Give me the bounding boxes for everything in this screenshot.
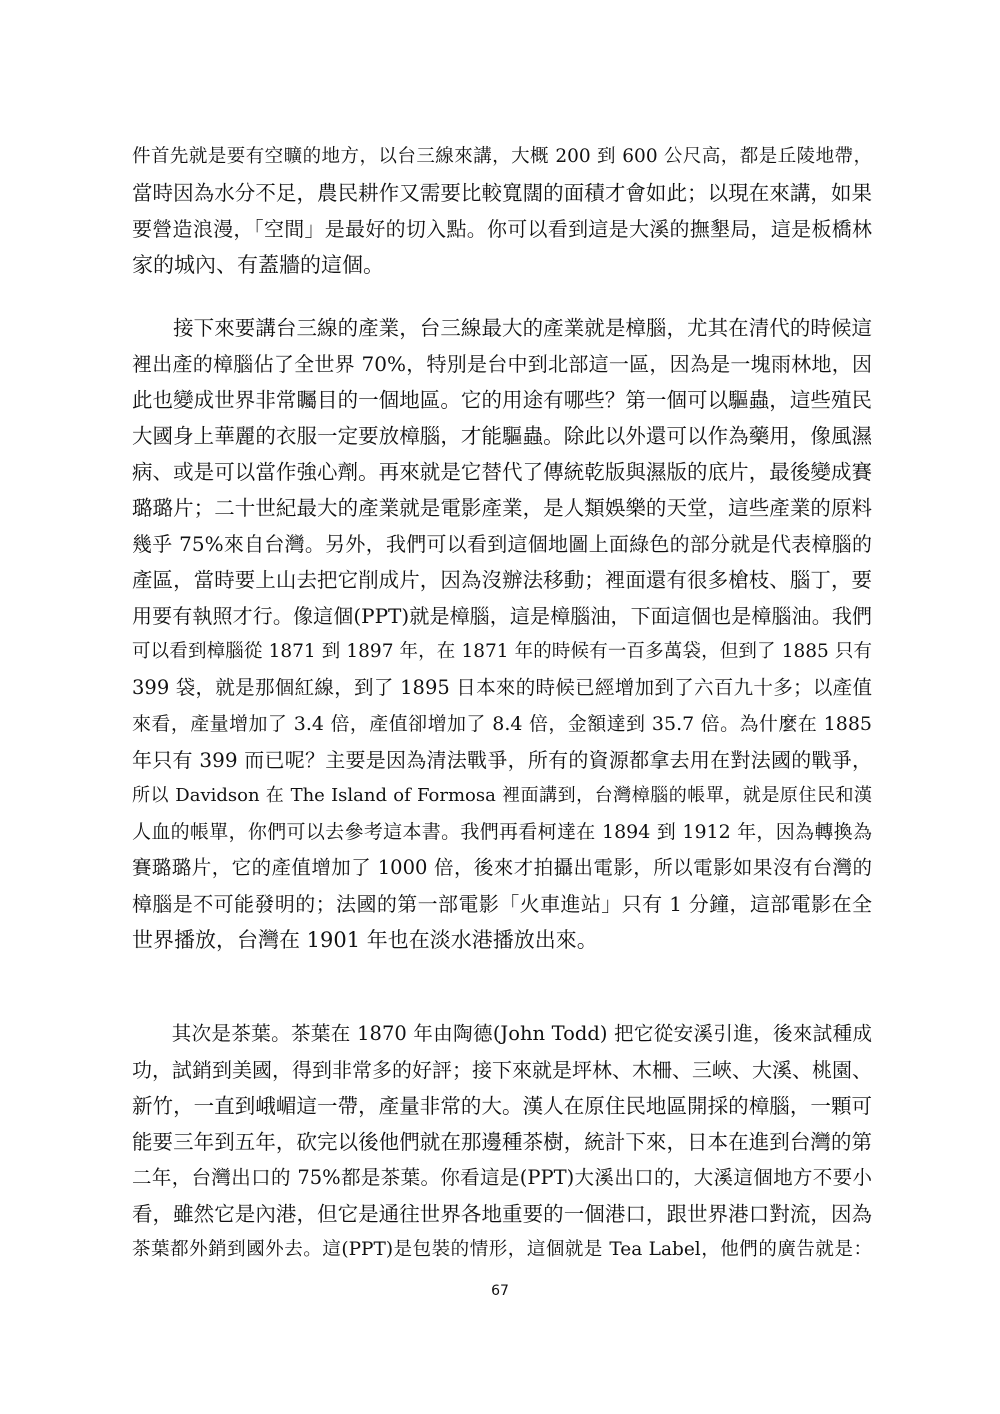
text-line: 用要有執照才行。像這個(PPT)就是樟腦，這是樟腦油，下面這個也是樟腦油。我們: [132, 604, 872, 628]
text-line: 功，試銷到美國，得到非常多的好評；接下來就是坪林、木柵、三峽、大溪、桃園、: [132, 1058, 872, 1082]
text-line: 產區，當時要上山去把它削成片，因為沒辦法移動；裡面還有很多槍枝、腦丁，要: [132, 568, 872, 592]
text-line: 399 袋，就是那個紅線，到了 1895 日本來的時候已經增加到了六百九十多；以產值: [132, 676, 872, 699]
text-line: 所以 Davidson 在 The Island of Formosa 裡面講到，台灣樟腦的帳單，就是原住民和漢: [132, 785, 872, 806]
text-line: 來看，產量增加了 3.4 倍，產值卻增加了 8.4 倍，金額達到 35.7 倍。為什麼在 1885: [132, 713, 872, 735]
paragraph-camphor-industry: [132, 310, 872, 958]
text-line: 新竹，一直到峨嵋這一帶，產量非常的大。漢人在原住民地區開採的樟腦，一顆可: [132, 1094, 872, 1118]
text-line: 病、或是可以當作強心劑。再來就是它替代了傳統乾版與濕版的底片，最後變成賽: [132, 460, 872, 484]
text-line: 幾乎 75%來自台灣。另外，我們可以看到這個地圖上面綠色的部分就是代表樟腦的: [132, 532, 872, 556]
text-line: 接下來要講台三線的產業，台三線最大的產業就是樟腦，尤其在清代的時候這: [132, 316, 872, 340]
paragraph-tea-industry: [132, 1016, 872, 1268]
text-line: 璐璐片；二十世紀最大的產業就是電影產業，是人類娛樂的天堂，這些產業的原料: [132, 496, 872, 520]
text-line: 年只有 399 而已呢？主要是因為清法戰爭，所有的資源都拿去用在對法國的戰爭，: [132, 748, 872, 772]
text-line: 要營造浪漫，「空間」是最好的切入點。你可以看到這是大溪的撫墾局，這是板橋林: [132, 217, 872, 241]
text-line: 當時因為水分不足，農民耕作又需要比較寬闊的面積才會如此；以現在來講，如果: [132, 181, 872, 205]
paragraph-site-conditions: [132, 139, 872, 283]
text-line: 其次是茶葉。茶葉在 1870 年由陶德(John Todd) 把它從安溪引進，後來試種成: [132, 1022, 872, 1045]
text-line: 件首先就是要有空曠的地方，以台三線來講，大概 200 到 600 公尺高，都是丘陵地帶，: [132, 146, 872, 167]
text-line: 茶葉都外銷到國外去。這(PPT)是包裝的情形，這個就是 Tea Label，他們的廣告就是：: [132, 1239, 872, 1260]
text-line: 能要三年到五年，砍完以後他們就在那邊種茶樹，統計下來，日本在進到台灣的第: [132, 1130, 872, 1154]
text-line: 大國身上華麗的衣服一定要放樟腦，才能驅蟲。除此以外還可以作為藥用，像風濕: [132, 424, 872, 448]
text-line: 裡出產的樟腦佔了全世界 70%，特別是台中到北部這一區，因為是一塊雨林地，因: [132, 352, 872, 376]
text-line: 世界播放，台灣在 1901 年也在淡水港播放出來。: [132, 928, 598, 952]
text-line: 家的城內、有蓋牆的這個。: [132, 253, 384, 277]
text-line: 可以看到樟腦從 1871 到 1897 年，在 1871 年的時候有一百多萬袋，但到了 1885 只有: [132, 641, 872, 662]
text-line: 樟腦是不可能發明的；法國的第一部電影「火車進站」只有 1 分鐘，這部電影在全: [132, 892, 872, 916]
text-line: 看，雖然它是內港，但它是通往世界各地重要的一個港口，跟世界港口對流，因為: [132, 1202, 872, 1226]
text-line: 二年，台灣出口的 75%都是茶葉。你看這是(PPT)大溪出口的，大溪這個地方不要小: [132, 1166, 872, 1189]
text-line: 此也變成世界非常矚目的一個地區。它的用途有哪些？第一個可以驅蟲，這些殖民: [132, 388, 872, 412]
text-line: 賽璐璐片，它的產值增加了 1000 倍，後來才拍攝出電影，所以電影如果沒有台灣的: [132, 856, 872, 879]
page-number: 67: [491, 1283, 509, 1299]
text-line: 人血的帳單，你們可以去參考這本書。我們再看柯達在 1894 到 1912 年，因為轉換為: [132, 821, 872, 843]
